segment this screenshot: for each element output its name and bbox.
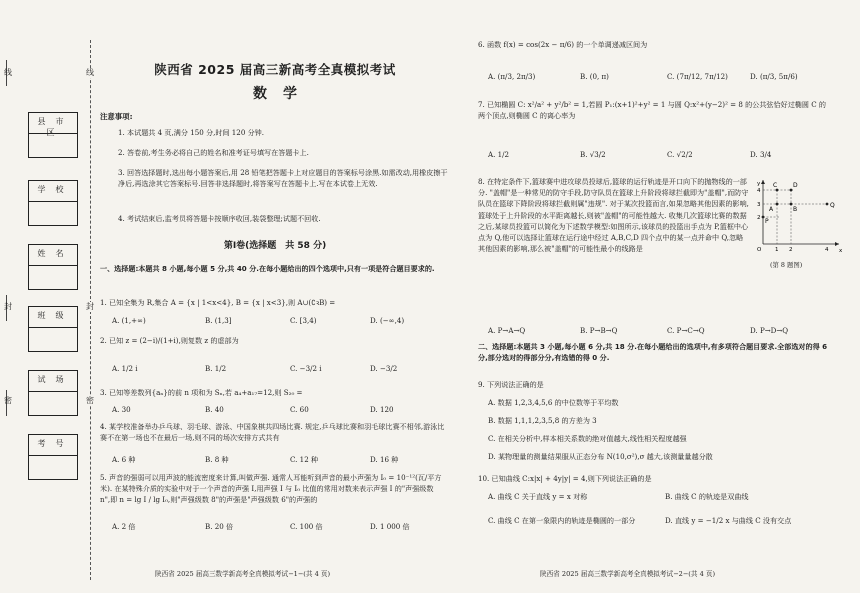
question-7-option: A. 1/2 (488, 150, 510, 159)
question-6-option: C. (7π/12, 7π/12) (667, 72, 728, 81)
question-9-option: D. 某物理量的测量结果服从正态分布 N(10,σ²),σ 越大,该测量量越分散 (488, 452, 713, 461)
q8-figure (755, 176, 845, 258)
question-1-option: D. (−∞,4) (370, 316, 405, 325)
question-7-option: B. √3/2 (580, 150, 606, 159)
field-box-room[interactable]: 试场 (28, 370, 78, 416)
svg-text:Q: Q (830, 202, 835, 209)
section-one-instructions: 一、选择题:本题共 8 小题,每小题 5 分,共 40 分.在每小题给出的四个选项中,只有一项是符合题目要求的. (100, 264, 435, 273)
question-8-option: C. P→C→Q (667, 326, 705, 335)
question-7-option: D. 3/4 (750, 150, 772, 159)
question-10-stem: 10. 已知曲线 C:x|x| + 4y|y| = 4,则下列说法正确的是 (478, 474, 652, 483)
notice-title: 注意事项: (100, 112, 133, 121)
question-2-option: C. −3/2 i (290, 364, 322, 373)
question-1-option: C. [3,4) (290, 316, 317, 325)
svg-text:C: C (773, 182, 778, 189)
footer-left: 陕西省 2025 届高三数学新高考全真模拟考试−1−(共 4 页) (155, 570, 331, 578)
section-two-instructions: 二、选择题:本题共 3 小题,每小题 6 分,共 18 分.在每小题给出的选项中,有多项符合题目要求.全部选对的得 6 分,部分选对的得部分分,有选错的得 0 分. (478, 342, 828, 362)
question-6-option: D. (π/3, 5π/6) (750, 72, 798, 81)
svg-text:1: 1 (775, 247, 779, 253)
question-10-option: B. 曲线 C 的轨迹是双曲线 (665, 492, 749, 501)
question-4-stem: 4. 某学校准备举办乒乓球、羽毛球、游泳、中国象棋共四场比赛. 规定,乒乓球比赛和羽毛球比赛不相邻,游泳比赛不在第一场也不在最后一场,则不同的场次安排方式共有 (100, 422, 445, 442)
seal-mark-seal: 封 (86, 302, 94, 311)
point-c (776, 189, 779, 192)
question-3-option: C. 60 (290, 405, 309, 414)
question-5-option: B. 20 倍 (205, 522, 234, 531)
question-4-option: B. 8 种 (205, 455, 229, 464)
svg-text:D: D (793, 182, 798, 189)
question-3-option: D. 120 (370, 405, 394, 414)
question-9-option: C. 在相关分析中,样本相关系数的绝对值越大,线性相关程度越强 (488, 434, 687, 443)
svg-text:2: 2 (789, 247, 793, 253)
question-9-stem: 9. 下列说法正确的是 (478, 380, 544, 389)
seal-mark-line: 线 (86, 68, 94, 77)
question-8-stem: 8. 在特定条件下,篮球赛中进攻球员投球后,篮球的运行轨迹是开口向下的抛物线的一部分. "盖帽"是一种常见的防守手段,防守队员在篮球上升阶段将球拦截即为"盖帽",而防守队员在篮球下降阶段将球拦截则属"违规". 对于某次投篮而言,如果忽略其他因素的影响,篮球处于上升阶段的水平距离越长,则被"盖帽"的可能性越大. 收集几次篮球比赛的数据之后,某球员投篮可以简化为下述数学模型:如图所示,该球员的投篮出手点为 P,篮框中心点为 Q,他可以选择让篮球在运行途中经过 A,B,C,D 四个点中的某一点并命中 Q,忽略其他因素的影响,那么被"盖帽"的可能性最小的线路是 (478, 177, 749, 254)
svg-text:y: y (757, 181, 761, 187)
question-8-option: B. P→B→Q (580, 326, 618, 335)
footer-right: 陕西省 2025 届高三数学新高考全真模拟考试−2−(共 4 页) (540, 570, 716, 578)
question-2-option: D. −3/2 (370, 364, 398, 373)
question-2-option: A. 1/2 i (112, 364, 138, 373)
question-4-option: D. 16 种 (370, 455, 399, 464)
outer-mark: 线 (4, 68, 12, 77)
svg-text:A: A (769, 206, 774, 213)
figure-caption: (第 8 题图) (770, 261, 803, 269)
question-1-stem: 1. 已知全集为 R,集合 A = {x | 1<x<4}, B = {x | x<3},则 A∪(∁ꝛB) = (100, 298, 336, 307)
notice-item: 4. 考试结束后,监考员将答题卡按顺序收回,装袋整理;试题不回收. (118, 214, 321, 223)
question-5-option: A. 2 倍 (112, 522, 136, 531)
question-4-option: C. 12 种 (290, 455, 319, 464)
question-5-option: C. 100 倍 (290, 522, 323, 531)
question-10-option: A. 曲线 C 关于直线 y = x 对称 (488, 492, 588, 501)
question-1-option: A. (1,+∞) (112, 316, 146, 325)
question-3-option: A. 30 (112, 405, 131, 414)
point-b (790, 203, 793, 206)
question-10-option: C. 曲线 C 在第一象限内的轨迹是椭圆的一部分 (488, 516, 636, 525)
field-box-class[interactable]: 班级 (28, 306, 78, 352)
outer-mark: 封 (4, 302, 12, 311)
field-box-district[interactable]: 县市区 (28, 112, 78, 158)
svg-text:4: 4 (757, 188, 761, 194)
seal-mark-secret: 密 (86, 396, 94, 405)
question-4-option: A. 6 种 (112, 455, 136, 464)
question-2-option: B. 1/2 (205, 364, 227, 373)
svg-text:3: 3 (757, 202, 761, 208)
question-6-option: B. (0, π) (580, 72, 609, 81)
question-10-option: D. 直线 y = −1/2 x 与曲线 C 没有交点 (665, 516, 792, 525)
question-1-option: B. (1,3] (205, 316, 232, 325)
exam-title: 陕西省 2025 届高三新高考全真模拟考试 (154, 62, 396, 77)
subject-title: 数学 (253, 86, 313, 102)
svg-text:4: 4 (825, 247, 829, 253)
point-p (762, 216, 765, 219)
point-q (826, 203, 829, 206)
question-7-stem: 7. 已知椭圆 C: x²/a² + y²/b² = 1,若圆 P₁:(x+1)²+y² = 1 与圆 Q:x²+(y−2)² = 8 的公共弦恰好过椭圆 C 的两个顶点,则椭圆 C 的离心率为 (478, 100, 827, 120)
svg-text:2: 2 (757, 215, 761, 221)
part-one-title: 第Ⅰ卷(选择题 共 58 分) (223, 241, 327, 251)
question-8-option: A. P→A→Q (488, 326, 526, 335)
point-d (790, 189, 793, 192)
point-a (776, 203, 779, 206)
question-5-option: D. 1 000 倍 (370, 522, 410, 531)
question-6-option: A. (π/3, 2π/3) (488, 72, 536, 81)
notice-item: 1. 本试题共 4 页,满分 150 分,时间 120 分钟. (118, 128, 265, 137)
svg-text:x: x (839, 248, 843, 254)
question-9-option: A. 数据 1,2,3,4,5,6 的中位数等于平均数 (488, 398, 619, 407)
question-8-option: D. P→D→Q (750, 326, 789, 335)
question-7-option: C. √2/2 (667, 150, 693, 159)
binding-strip (4, 40, 94, 580)
field-box-name[interactable]: 姓名 (28, 244, 78, 290)
svg-text:O: O (757, 247, 762, 253)
question-9-option: B. 数据 1,1,1,2,3,5,8 的方差为 3 (488, 416, 597, 425)
notice-item: 2. 答卷前,考生务必将自己的姓名和准考证号填写在答题卡上. (118, 148, 309, 157)
svg-text:B: B (793, 206, 798, 213)
svg-text:P: P (765, 218, 769, 225)
field-box-exam-number[interactable]: 考号 (28, 434, 78, 480)
field-box-school[interactable]: 学校 (28, 180, 78, 226)
notice-item: 3. 回答选择题时,选出每小题答案后,用 28 铅笔把答题卡上对应题目的答案标号涂黑.如需改动,用橡皮擦干净后,再选涂其它答案标号.回答非选择题时,将答案写在答题卡上.写在本试卷上无效. (118, 168, 448, 188)
question-5-stem: 5. 声音的强弱可以用声波的能流密度来计算,叫做声强. 通常人耳能听到声音的最小声强为 I₀ = 10⁻¹²(瓦/平方米). 在某特殊介质的实验中对于一个声音的声强 I,用声强 I 与 I₀ 比值的常用对数来表示声强 I 的"声强级数 n",即 n = lg I / lg I₀,则"声强级数 8"的声强是"声强级数 6"的声强的 (100, 473, 442, 504)
outer-mark: 密 (4, 396, 12, 405)
question-3-option: B. 40 (205, 405, 224, 414)
question-6-stem: 6. 函数 f(x) = cos(2x − π/6) 的一个单调递减区间为 (478, 40, 648, 49)
question-3-stem: 3. 已知等差数列{aₙ}的前 n 项和为 Sₙ,若 a₄+a₁₇=12,则 S₂₀ = (100, 388, 303, 397)
question-2-stem: 2. 已知 z = (2−i)/(1+i),则复数 z 的虚部为 (100, 336, 239, 345)
